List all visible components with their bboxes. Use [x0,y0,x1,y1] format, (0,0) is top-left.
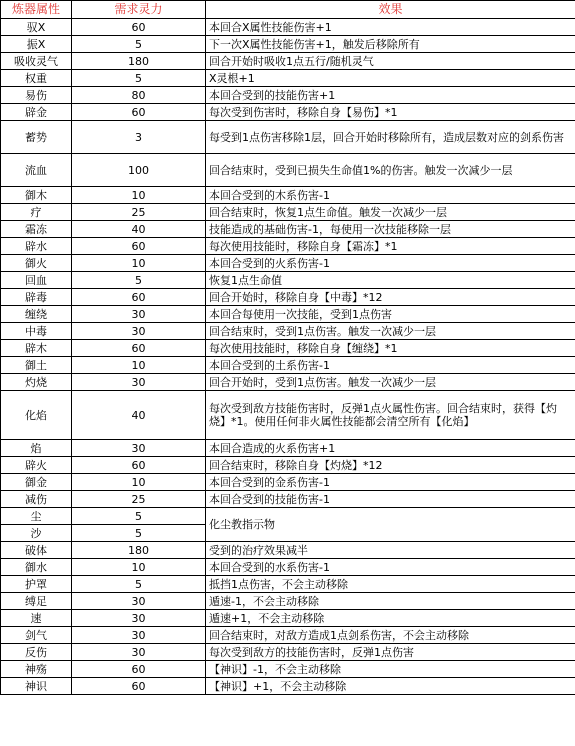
effect-cell: 回合结束时，移除自身【灼烧】*12 [206,457,575,474]
effect-cell: 【神识】-1，不会主动移除 [206,661,575,678]
cost-cell: 25 [72,204,206,221]
cost-cell: 60 [72,238,206,255]
cost-cell: 30 [72,593,206,610]
table-row [1,255,575,272]
table-row [1,644,575,661]
attribute-name-cell: 霜冻 [1,221,72,238]
attribute-name-cell: 辟毒 [1,289,72,306]
cost-cell: 30 [72,323,206,340]
header-effect: 效果 [206,1,575,19]
effect-cell: X灵根+1 [206,70,575,87]
table-row [1,457,575,474]
attribute-name-cell: 回血 [1,272,72,289]
table-row [1,627,575,644]
cost-cell: 100 [72,154,206,187]
effect-cell: 本回合受到的火系伤害-1 [206,255,575,272]
effect-cell: 回合开始时吸收1点五行/随机灵气 [206,53,575,70]
attribute-name-cell: 疗 [1,204,72,221]
effect-cell: 每次使用技能时，移除自身【霜冻】*1 [206,238,575,255]
table-row [1,491,575,508]
effect-cell: 本回合受到的金系伤害-1 [206,474,575,491]
attribute-name-cell: 灼烧 [1,374,72,391]
attribute-name-cell: 缠绕 [1,306,72,323]
cost-cell: 60 [72,678,206,695]
attribute-name-cell: 权重 [1,70,72,87]
effect-cell: 回合结束时，对敌方造成1点剑系伤害，不会主动移除 [206,627,575,644]
table-row [1,19,575,36]
effect-cell: 本回合受到的木系伤害-1 [206,187,575,204]
table-row [1,374,575,391]
cost-cell: 60 [72,661,206,678]
cost-cell: 60 [72,457,206,474]
attribute-name-cell: 蓄势 [1,121,72,154]
cost-cell: 5 [72,70,206,87]
effect-cell: 每受到1点伤害移除1层，回合开始时移除所有，造成层数对应的剑系伤害 [206,121,575,154]
effect-cell: 化尘教指示物 [206,508,575,542]
table-row [1,289,575,306]
effect-cell: 回合开始时，移除自身【中毒】*12 [206,289,575,306]
table-body [1,19,575,695]
attribute-name-cell: 尘 [1,508,72,525]
table-row [1,357,575,374]
table-row [1,187,575,204]
table-row [1,610,575,627]
effect-cell: 遁速+1，不会主动移除 [206,610,575,627]
effect-cell: 本回合造成的火系伤害+1 [206,440,575,457]
attribute-name-cell: 辟水 [1,238,72,255]
cost-cell: 30 [72,610,206,627]
cost-cell: 40 [72,221,206,238]
attribute-name-cell: 御金 [1,474,72,491]
attribute-name-cell: 神识 [1,678,72,695]
attribute-name-cell: 辟金 [1,104,72,121]
table-row [1,576,575,593]
attribute-name-cell: 御木 [1,187,72,204]
table-row [1,238,575,255]
table-row [1,440,575,457]
effect-cell: 本回合X属性技能伤害+1 [206,19,575,36]
effect-cell: 本回合受到的技能伤害-1 [206,491,575,508]
effect-cell: 回合结束时，受到已损失生命值1%的伤害。触发一次减少一层 [206,154,575,187]
cost-cell: 10 [72,187,206,204]
cost-cell: 5 [72,525,206,542]
attribute-name-cell: 反伤 [1,644,72,661]
effect-cell: 回合开始时，受到1点伤害。触发一次减少一层 [206,374,575,391]
cost-cell: 5 [72,272,206,289]
effect-cell: 受到的治疗效果减半 [206,542,575,559]
cost-cell: 60 [72,340,206,357]
cost-cell: 180 [72,542,206,559]
table-row [1,323,575,340]
cost-cell: 3 [72,121,206,154]
attribute-name-cell: 焰 [1,440,72,457]
effect-cell: 抵挡1点伤害，不会主动移除 [206,576,575,593]
attribute-name-cell: 剑气 [1,627,72,644]
header-cost: 需求灵力 [72,1,206,19]
cost-cell: 180 [72,53,206,70]
cost-cell: 10 [72,474,206,491]
attribute-name-cell: 缚足 [1,593,72,610]
attribute-name-cell: 辟木 [1,340,72,357]
cost-cell: 10 [72,559,206,576]
effect-cell: 每次受到敌方的技能伤害时，反弹1点伤害 [206,644,575,661]
attribute-name-cell: 易伤 [1,87,72,104]
attribute-name-cell: 化焰 [1,391,72,440]
table-row [1,204,575,221]
cost-cell: 25 [72,491,206,508]
table-row [1,154,575,187]
attribute-name-cell: 御土 [1,357,72,374]
table-row [1,87,575,104]
table-row [1,678,575,695]
cost-cell: 80 [72,87,206,104]
effect-cell: 恢复1点生命值 [206,272,575,289]
effect-cell: 技能造成的基础伤害-1，每使用一次技能移除一层 [206,221,575,238]
table-row [1,36,575,53]
attribute-name-cell: 御火 [1,255,72,272]
effect-cell: 本回合受到的土系伤害-1 [206,357,575,374]
table-header-row [1,1,575,19]
attribute-name-cell: 中毒 [1,323,72,340]
table-row [1,474,575,491]
attribute-name-cell: 护罩 [1,576,72,593]
header-attribute: 炼器属性 [1,1,72,19]
attribute-name-cell: 破体 [1,542,72,559]
cost-cell: 40 [72,391,206,440]
effect-cell: 本回合受到的水系伤害-1 [206,559,575,576]
effect-cell: 每次使用技能时，移除自身【缠绕】*1 [206,340,575,357]
effect-cell: 回合结束时，恢复1点生命值。触发一次减少一层 [206,204,575,221]
cost-cell: 30 [72,374,206,391]
attribute-name-cell: 辟火 [1,457,72,474]
attribute-name-cell: 振X [1,36,72,53]
effect-cell: 本回合受到的技能伤害+1 [206,87,575,104]
cost-cell: 30 [72,306,206,323]
attribute-name-cell: 沙 [1,525,72,542]
table-row [1,70,575,87]
cost-cell: 10 [72,255,206,272]
effect-cell: 【神识】+1，不会主动移除 [206,678,575,695]
cost-cell: 5 [72,508,206,525]
table-row [1,661,575,678]
attribute-name-cell: 神殇 [1,661,72,678]
attribute-name-cell: 速 [1,610,72,627]
table-row [1,391,575,440]
effect-cell: 下一次X属性技能伤害+1，触发后移除所有 [206,36,575,53]
table-row [1,542,575,559]
table-row [1,593,575,610]
attribute-name-cell: 御水 [1,559,72,576]
attribute-name-cell: 流血 [1,154,72,187]
attribute-name-cell: 减伤 [1,491,72,508]
effect-cell: 本回合每使用一次技能，受到1点伤害 [206,306,575,323]
effect-cell: 每次受到伤害时，移除自身【易伤】*1 [206,104,575,121]
attribute-name-cell: 吸收灵气 [1,53,72,70]
table-row [1,221,575,238]
cost-cell: 30 [72,627,206,644]
cost-cell: 30 [72,440,206,457]
cost-cell: 5 [72,576,206,593]
attribute-name-cell: 驭X [1,19,72,36]
table-row [1,53,575,70]
table-row [1,104,575,121]
cost-cell: 30 [72,644,206,661]
table-row [1,306,575,323]
cost-cell: 60 [72,19,206,36]
cost-cell: 10 [72,357,206,374]
table-row [1,121,575,154]
table-row [1,340,575,357]
effect-cell: 遁速-1，不会主动移除 [206,593,575,610]
effect-cell: 回合结束时，受到1点伤害。触发一次减少一层 [206,323,575,340]
cost-cell: 60 [72,104,206,121]
table-row [1,559,575,576]
cost-cell: 5 [72,36,206,53]
cost-cell: 60 [72,289,206,306]
table-row [1,272,575,289]
table-row [1,508,575,525]
effect-cell: 每次受到敌方技能伤害时，反弹1点火属性伤害。回合结束时，获得【灼烧】*1。使用任何非火属性技能都会清空所有【化焰】 [206,391,575,440]
